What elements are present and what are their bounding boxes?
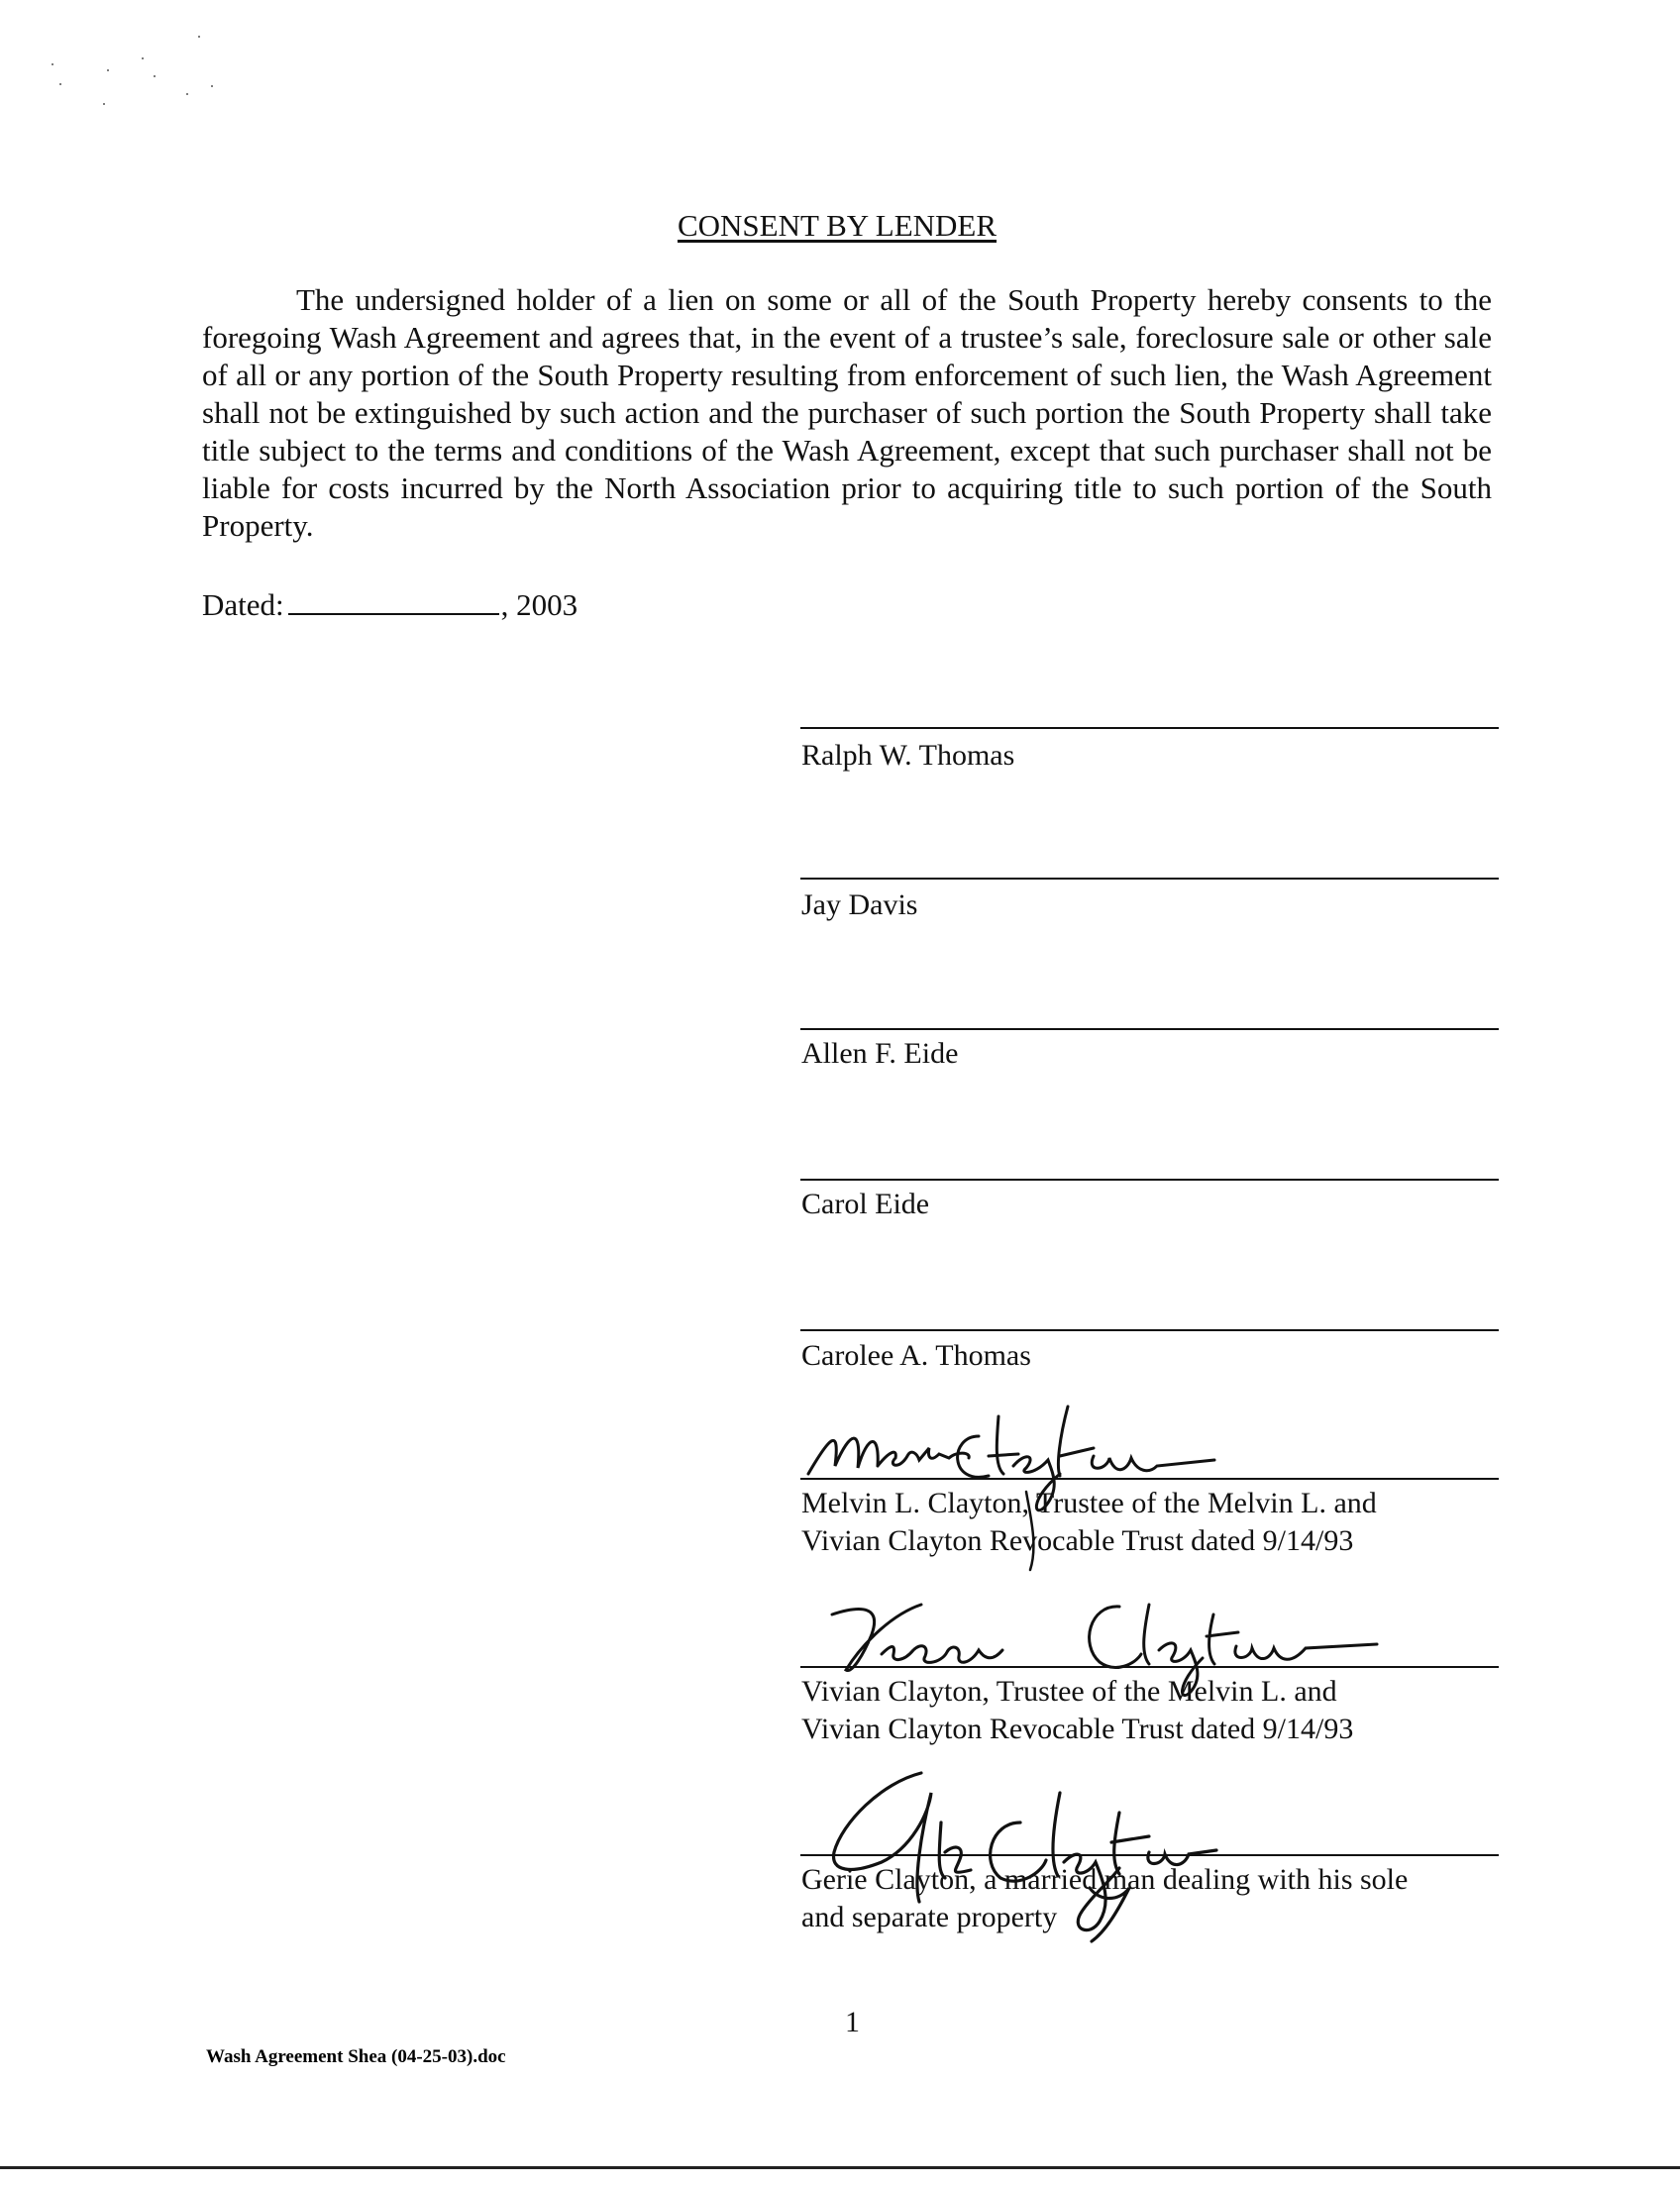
scan-speck [211,85,213,87]
signature-line [800,1329,1499,1331]
signatory-name-line: and separate property [801,1901,1058,1933]
signatory-name-line: Vivian Clayton, Trustee of the Melvin L. and [801,1675,1337,1708]
scan-speck [107,69,109,71]
scan-speck [103,103,105,105]
footer-filename: Wash Agreement Shea (04-25-03).doc [206,2046,506,2067]
dated-label: Dated: [202,587,284,622]
signatory-name: Carol Eide [801,1188,930,1220]
scan-speck [154,75,156,77]
signatory-name: Jay Davis [801,888,918,921]
signature-line [800,1028,1499,1030]
scan-speck [198,36,200,38]
signatory-name: Allen F. Eide [801,1037,959,1070]
signatory-name-line: Vivian Clayton Revocable Trust dated 9/14/93 [801,1713,1354,1745]
document-title: CONSENT BY LENDER [677,208,998,243]
handwritten-signature [822,1585,1417,1704]
handwritten-signature [822,1753,1298,1951]
bottom-rule [0,2166,1680,2169]
page-number: 1 [845,2006,860,2038]
signature-line [800,1179,1499,1181]
dated-year: , 2003 [500,587,578,622]
consent-paragraph: The undersigned holder of a lien on some or all of the South Property hereby consents to the foregoing Wash Agreement and agrees that, in the event of a trustee’s sale, foreclosure sale or other sale of all or any portion of the South Property resulting from enforcement of such lien, the Wash Agreement shall not be extinguished by such action and the purchaser of such portion the South Property shall take title subject to the terms and conditions of the Wash Agreement, except that such purchaser shall not be liable for costs incurred by the North Association prior to acquiring title to such portion of the South Property. [202,282,1492,543]
signatory-name-line: Vivian Clayton Revocable Trust dated 9/14/93 [801,1524,1354,1557]
scan-speck [52,63,53,65]
date-blank [288,591,499,615]
dated-line [202,587,578,623]
signature-line [800,878,1499,880]
scan-speck [59,83,61,85]
signatory-name-line: Melvin L. Clayton, Trustee of the Melvin L. and [801,1487,1377,1519]
signatory-name: Ralph W. Thomas [801,739,1015,772]
signatory-name: Carolee A. Thomas [801,1339,1031,1372]
scan-speck [142,57,144,59]
scan-speck [186,93,188,95]
signatory-name-line: Gerie Clayton, a married man dealing with his sole [801,1863,1409,1896]
signature-line [800,727,1499,729]
handwritten-signature [800,1397,1296,1585]
